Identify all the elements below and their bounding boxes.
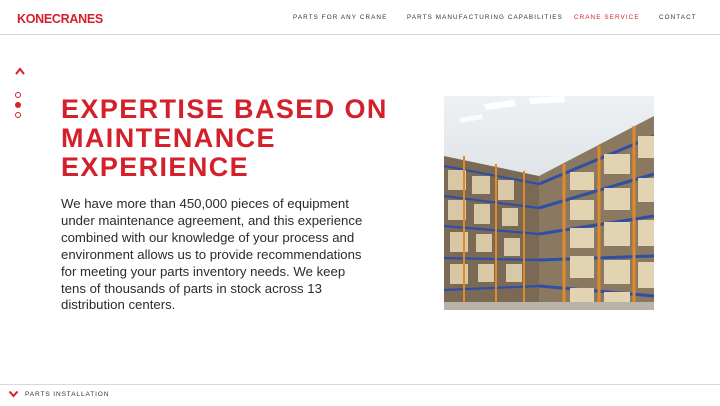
top-navigation-bar — [0, 0, 720, 35]
nav-parts-for-any-crane[interactable]: PARTS FOR ANY CRANE — [293, 14, 388, 21]
next-section-link[interactable]: PARTS INSTALLATION — [25, 391, 110, 398]
chevron-down-icon[interactable] — [8, 390, 19, 398]
slide-dot-active[interactable] — [15, 102, 21, 108]
warehouse-shelves-image — [444, 96, 654, 310]
slide-pagination — [15, 92, 21, 122]
page-heading: EXPERTISE BASED ON MAINTENANCE EXPERIENCE — [61, 94, 388, 182]
slide-dot[interactable] — [15, 112, 21, 118]
konecranes-logo[interactable]: KONECRANES — [17, 12, 103, 26]
nav-parts-manufacturing-capabilities[interactable]: PARTS MANUFACTURING CAPABILITIES — [407, 14, 563, 21]
chevron-up-icon[interactable] — [14, 66, 26, 76]
slide-dot[interactable] — [15, 92, 21, 98]
nav-crane-service[interactable]: CRANE SERVICE — [574, 14, 640, 21]
body-paragraph: We have more than 450,000 pieces of equipment under maintenance agreement, and this experience combined with our knowledge of your process and environment allows us to provide recommendations for meeting your parts inventory needs. We keep tens of thousands of parts in stock across 13 distribution centers. — [61, 196, 363, 313]
nav-contact[interactable]: CONTACT — [659, 14, 697, 21]
